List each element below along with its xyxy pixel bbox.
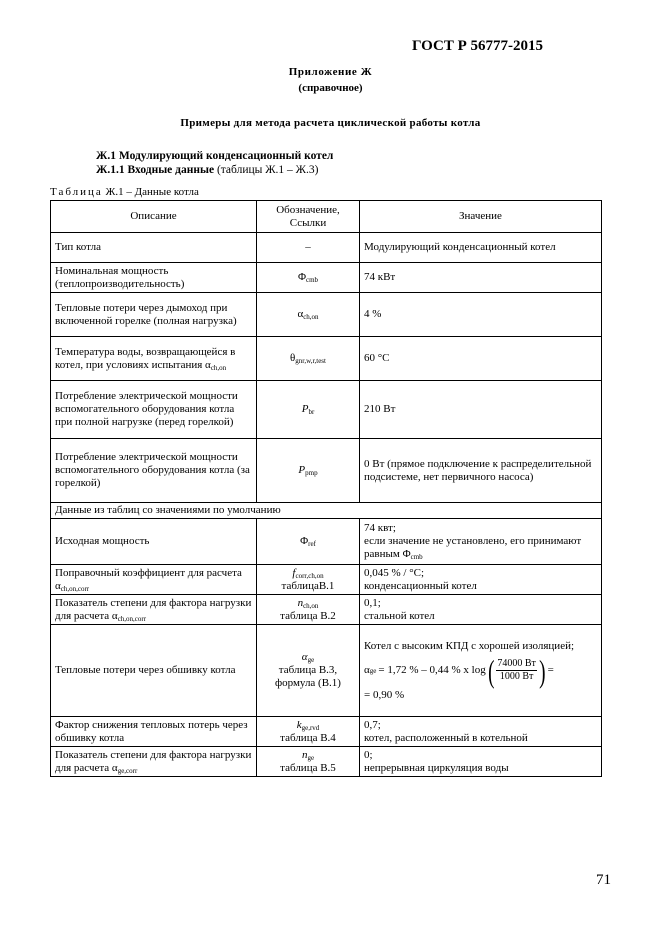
row-symbol — [257, 439, 360, 503]
row-symbol — [257, 595, 360, 625]
row-value — [360, 747, 602, 777]
right-paren: ) — [539, 652, 546, 689]
symbol-line — [261, 749, 355, 762]
row-description: Тепловые потери через дымоход при включенной горелке (полная нагрузка) — [51, 293, 257, 337]
row-value: 4 % — [360, 293, 602, 337]
row-description — [51, 337, 257, 381]
row-description — [51, 595, 257, 625]
symbol-reference: формула (В.1) — [275, 677, 341, 689]
table-row — [51, 439, 602, 503]
table-header-row — [51, 201, 602, 233]
value-line: = 0,90 % — [364, 688, 405, 701]
description-text: Поправочный коэффициент для расчета α — [55, 566, 242, 592]
symbol-base: P — [301, 403, 309, 415]
value-line: 74 квт; — [364, 522, 396, 534]
row-description — [51, 565, 257, 595]
document-code: ГОСТ Р 56777-2015 — [412, 38, 544, 54]
header-value: Значение — [360, 201, 602, 233]
symbol-subscript: corr,ch,on — [295, 571, 324, 580]
table-row — [51, 565, 602, 595]
row-symbol — [257, 717, 360, 747]
value-line — [364, 535, 597, 561]
table-row — [51, 717, 602, 747]
value-line: 0,1; — [364, 596, 381, 609]
value-line: непрерывная циркуляция воды — [364, 761, 509, 774]
value-text: если значение не установлено, его принимают равным Φ — [364, 535, 582, 560]
symbol-subscript: ref — [308, 540, 316, 548]
description-subscript: ch,on,corr — [60, 584, 90, 593]
table-row — [51, 595, 602, 625]
symbol-line — [261, 597, 355, 610]
formula-expression: = 1,72 % – 0,44 % x log — [378, 664, 486, 676]
formula-equals: = — [547, 664, 554, 676]
symbol-subscript: ge,rvd — [301, 723, 320, 732]
table-caption — [50, 186, 199, 198]
symbol-reference: таблица В.2 — [280, 609, 336, 622]
row-description: Потребление электрической мощности вспомогательного оборудования котла при полной нагрузке (перед горелкой) — [51, 381, 257, 439]
row-value: 74 кВт — [360, 263, 602, 293]
row-symbol: – — [257, 233, 360, 263]
header-symbol: Обозначение, Ссылки — [257, 201, 360, 233]
row-value: 210 Вт — [360, 381, 602, 439]
row-description — [51, 747, 257, 777]
description-subscript: ch,on,corr — [117, 614, 147, 623]
table-row — [51, 519, 602, 565]
header-description: Описание — [51, 201, 257, 233]
fraction-denominator: 1000 Вт — [499, 671, 534, 682]
symbol-base: n — [297, 596, 304, 609]
description-text: Температура воды, возвращающейся в котел, при условиях испытания α — [55, 345, 236, 371]
row-value: Модулирующий конденсационный котел — [360, 233, 602, 263]
table-caption-label: Таблица — [50, 186, 103, 198]
page-number: 71 — [596, 872, 611, 888]
row-value — [360, 565, 602, 595]
row-symbol — [257, 565, 360, 595]
value-line: конденсационный котел — [364, 579, 477, 592]
row-value — [360, 625, 602, 717]
value-subscript: cmb — [410, 553, 423, 561]
value-line: котел, расположенный в котельной — [364, 731, 528, 744]
symbol-subscript: ge — [307, 656, 315, 664]
row-value — [360, 519, 602, 565]
symbol-subscript: ge — [307, 753, 315, 762]
symbol-reference: таблица В.3, — [278, 664, 338, 676]
value-line: стальной котел — [364, 609, 435, 622]
description-subscript: ge,corr — [117, 766, 138, 775]
symbol-base: α — [297, 308, 304, 320]
symbol-reference: таблицаВ.1 — [281, 579, 335, 592]
symbol-base: k — [296, 718, 302, 731]
row-value: 60 °C — [360, 337, 602, 381]
table-row — [51, 381, 602, 439]
value-line: 0; — [364, 748, 373, 761]
boiler-data-table — [50, 200, 602, 777]
symbol-reference: таблица В.4 — [280, 731, 336, 744]
heat-loss-formula: α ge = 1,72 % – 0,44 % x log ( $\frac{74000 Вт}{1000 Вт}$ ) = — [364, 652, 554, 689]
symbol-subscript: gnr,w,r,test — [295, 357, 326, 365]
table-row — [51, 233, 602, 263]
row-description: Тепловые потери через обшивку котла — [51, 625, 257, 717]
value-line: Котел с высоким КПД с хорошей изоляцией; — [364, 639, 575, 652]
table-row — [51, 337, 602, 381]
table-row — [51, 747, 602, 777]
row-description: Номинальная мощность (теплопроизводительность) — [51, 263, 257, 293]
symbol-base: α — [301, 651, 308, 663]
row-description: Исходная мощность — [51, 519, 257, 565]
symbol-base: θ — [290, 352, 296, 364]
symbol-base: n — [301, 748, 308, 761]
row-symbol — [257, 747, 360, 777]
formula-fraction — [496, 658, 537, 683]
symbol-line — [261, 567, 355, 580]
table-row — [51, 293, 602, 337]
value-line: 0,045 % / °C; — [364, 566, 425, 579]
symbol-base: Φ — [300, 535, 309, 547]
row-symbol — [257, 519, 360, 565]
row-description: Потребление электрической мощности вспомогательного оборудования котла (за горелкой) — [51, 439, 257, 503]
row-symbol — [257, 293, 360, 337]
subsection-heading-1: Ж.1 Модулирующий конденсационный котел — [96, 150, 334, 162]
appendix-title: Приложение Ж — [288, 66, 373, 78]
row-symbol — [257, 337, 360, 381]
table-row — [51, 625, 602, 717]
symbol-reference: таблица В.5 — [280, 761, 336, 774]
table-caption-text: Ж.1 – Данные котла — [102, 186, 199, 198]
section-label: Данные из таблиц со значениями по умолчанию — [51, 503, 602, 519]
symbol-base: Φ — [297, 271, 306, 283]
left-paren: ( — [487, 652, 495, 689]
description-subscript: ch,on — [210, 363, 227, 372]
appendix-subtitle: (справочное) — [298, 82, 363, 94]
subsection-label: Ж.1.1 Входные данные — [96, 164, 215, 176]
symbol-line — [261, 651, 355, 664]
description-text: Показатель степени для фактора нагрузки для расчета α — [55, 748, 252, 774]
symbol-base: P — [298, 464, 306, 476]
symbol-subscript: pmp — [305, 469, 318, 477]
symbol-subscript: ch,on — [303, 313, 319, 321]
symbol-base: f — [292, 566, 296, 579]
table-section-row — [51, 503, 602, 519]
row-description: Тип котла — [51, 233, 257, 263]
subsection-heading-1-1 — [96, 164, 318, 176]
symbol-subscript: ch,on — [303, 601, 319, 610]
row-value: 0 Вт (прямое подключение к распределительной подсистеме, нет первичного насоса) — [360, 439, 602, 503]
row-value — [360, 717, 602, 747]
subsection-ref: (таблицы Ж.1 – Ж.3) — [214, 164, 319, 176]
formula-symbol: α — [364, 664, 370, 676]
symbol-line — [261, 719, 355, 732]
row-value — [360, 595, 602, 625]
section-heading: Примеры для метода расчета циклической работы котла — [180, 117, 481, 129]
row-symbol — [257, 381, 360, 439]
row-symbol — [257, 625, 360, 717]
value-line: 0,7; — [364, 718, 381, 731]
symbol-subscript: cmb — [305, 276, 319, 284]
symbol-subscript: br — [308, 408, 315, 416]
fraction-numerator: 74000 Вт — [497, 658, 536, 669]
table-row — [51, 263, 602, 293]
description-text: Показатель степени для фактора нагрузки для расчета α — [55, 596, 252, 622]
row-symbol — [257, 263, 360, 293]
row-description: Фактор снижения тепловых потерь через обшивку котла — [51, 717, 257, 747]
